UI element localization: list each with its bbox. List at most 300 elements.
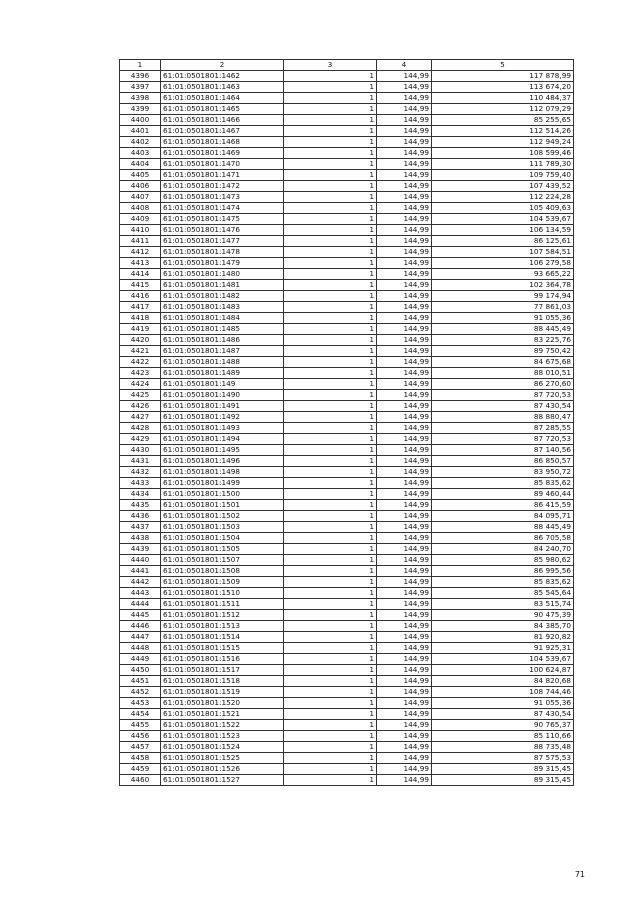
row-number-cell: 4448 <box>120 643 161 654</box>
table-row <box>120 687 574 698</box>
area-cell: 144,99 <box>377 346 432 357</box>
row-number-cell: 4407 <box>120 192 161 203</box>
value-cell: 113 674,20 <box>432 82 574 93</box>
count-cell: 1 <box>284 698 377 709</box>
count-cell: 1 <box>284 467 377 478</box>
table-row <box>120 566 574 577</box>
row-number-cell: 4455 <box>120 720 161 731</box>
cadastral-number-cell: 61:01:0501801:1476 <box>161 225 284 236</box>
area-cell: 144,99 <box>377 302 432 313</box>
value-cell: 105 409,63 <box>432 203 574 214</box>
table-row <box>120 698 574 709</box>
count-cell: 1 <box>284 115 377 126</box>
cadastral-number-cell: 61:01:0501801:1523 <box>161 731 284 742</box>
row-number-cell: 4419 <box>120 324 161 335</box>
cadastral-number-cell: 61:01:0501801:1493 <box>161 423 284 434</box>
area-cell: 144,99 <box>377 236 432 247</box>
table-row <box>120 258 574 269</box>
area-cell: 144,99 <box>377 379 432 390</box>
cadastral-number-cell: 61:01:0501801:1474 <box>161 203 284 214</box>
table-row <box>120 247 574 258</box>
row-number-cell: 4411 <box>120 236 161 247</box>
table-row <box>120 555 574 566</box>
area-cell: 144,99 <box>377 423 432 434</box>
value-cell: 108 744,46 <box>432 687 574 698</box>
area-cell: 144,99 <box>377 522 432 533</box>
cadastral-number-cell: 61:01:0501801:1518 <box>161 676 284 687</box>
row-number-cell: 4433 <box>120 478 161 489</box>
area-cell: 144,99 <box>377 280 432 291</box>
value-cell: 87 575,53 <box>432 753 574 764</box>
cadastral-number-cell: 61:01:0501801:1484 <box>161 313 284 324</box>
count-cell: 1 <box>284 258 377 269</box>
row-number-cell: 4429 <box>120 434 161 445</box>
count-cell: 1 <box>284 478 377 489</box>
row-number-cell: 4451 <box>120 676 161 687</box>
value-cell: 86 850,57 <box>432 456 574 467</box>
table-row <box>120 126 574 137</box>
area-cell: 144,99 <box>377 676 432 687</box>
count-cell: 1 <box>284 522 377 533</box>
count-cell: 1 <box>284 302 377 313</box>
count-cell: 1 <box>284 555 377 566</box>
table-row <box>120 489 574 500</box>
value-cell: 85 835,62 <box>432 478 574 489</box>
area-cell: 144,99 <box>377 104 432 115</box>
count-cell: 1 <box>284 599 377 610</box>
count-cell: 1 <box>284 324 377 335</box>
table-row <box>120 632 574 643</box>
value-cell: 88 735,48 <box>432 742 574 753</box>
count-cell: 1 <box>284 434 377 445</box>
cadastral-number-cell: 61:01:0501801:1494 <box>161 434 284 445</box>
area-cell: 144,99 <box>377 654 432 665</box>
value-cell: 90 765,37 <box>432 720 574 731</box>
area-cell: 144,99 <box>377 577 432 588</box>
area-cell: 144,99 <box>377 93 432 104</box>
column-header-2: 2 <box>161 60 284 71</box>
count-cell: 1 <box>284 104 377 115</box>
value-cell: 99 174,94 <box>432 291 574 302</box>
cadastral-number-cell: 61:01:0501801:1467 <box>161 126 284 137</box>
value-cell: 86 415,59 <box>432 500 574 511</box>
value-cell: 85 545,64 <box>432 588 574 599</box>
table-row <box>120 753 574 764</box>
area-cell: 144,99 <box>377 247 432 258</box>
value-cell: 86 995,56 <box>432 566 574 577</box>
table-row <box>120 280 574 291</box>
row-number-cell: 4425 <box>120 390 161 401</box>
count-cell: 1 <box>284 687 377 698</box>
row-number-cell: 4418 <box>120 313 161 324</box>
value-cell: 117 878,99 <box>432 71 574 82</box>
value-cell: 87 140,56 <box>432 445 574 456</box>
row-number-cell: 4443 <box>120 588 161 599</box>
area-cell: 144,99 <box>377 456 432 467</box>
count-cell: 1 <box>284 566 377 577</box>
cadastral-number-cell: 61:01:0501801:1489 <box>161 368 284 379</box>
cadastral-number-cell: 61:01:0501801:1526 <box>161 764 284 775</box>
row-number-cell: 4403 <box>120 148 161 159</box>
cadastral-number-cell: 61:01:0501801:1488 <box>161 357 284 368</box>
count-cell: 1 <box>284 93 377 104</box>
value-cell: 87 720,53 <box>432 390 574 401</box>
cadastral-number-cell: 61:01:0501801:1500 <box>161 489 284 500</box>
value-cell: 84 675,68 <box>432 357 574 368</box>
table-row <box>120 214 574 225</box>
row-number-cell: 4458 <box>120 753 161 764</box>
count-cell: 1 <box>284 247 377 258</box>
value-cell: 112 514,26 <box>432 126 574 137</box>
value-cell: 90 475,39 <box>432 610 574 621</box>
value-cell: 110 484,37 <box>432 93 574 104</box>
count-cell: 1 <box>284 753 377 764</box>
area-cell: 144,99 <box>377 588 432 599</box>
row-number-cell: 4398 <box>120 93 161 104</box>
count-cell: 1 <box>284 665 377 676</box>
cadastral-number-cell: 61:01:0501801:1470 <box>161 159 284 170</box>
table-row <box>120 709 574 720</box>
area-cell: 144,99 <box>377 82 432 93</box>
count-cell: 1 <box>284 181 377 192</box>
area-cell: 144,99 <box>377 753 432 764</box>
row-number-cell: 4440 <box>120 555 161 566</box>
table-row <box>120 456 574 467</box>
count-cell: 1 <box>284 225 377 236</box>
count-cell: 1 <box>284 170 377 181</box>
value-cell: 104 539,67 <box>432 654 574 665</box>
table-row <box>120 621 574 632</box>
count-cell: 1 <box>284 588 377 599</box>
table-row <box>120 643 574 654</box>
value-cell: 88 010,51 <box>432 368 574 379</box>
table-row <box>120 159 574 170</box>
count-cell: 1 <box>284 280 377 291</box>
table-row <box>120 137 574 148</box>
cadastral-number-cell: 61:01:0501801:1504 <box>161 533 284 544</box>
value-cell: 85 110,66 <box>432 731 574 742</box>
table-row <box>120 324 574 335</box>
value-cell: 83 225,76 <box>432 335 574 346</box>
area-cell: 144,99 <box>377 731 432 742</box>
cadastral-number-cell: 61:01:0501801:1514 <box>161 632 284 643</box>
row-number-cell: 4408 <box>120 203 161 214</box>
table-row <box>120 379 574 390</box>
cadastral-number-cell: 61:01:0501801:1475 <box>161 214 284 225</box>
area-cell: 144,99 <box>377 412 432 423</box>
count-cell: 1 <box>284 368 377 379</box>
row-number-cell: 4454 <box>120 709 161 720</box>
area-cell: 144,99 <box>377 115 432 126</box>
value-cell: 93 665,22 <box>432 269 574 280</box>
cadastral-number-cell: 61:01:0501801:1499 <box>161 478 284 489</box>
value-cell: 104 539,67 <box>432 214 574 225</box>
column-header-4: 4 <box>377 60 432 71</box>
count-cell: 1 <box>284 357 377 368</box>
area-cell: 144,99 <box>377 500 432 511</box>
value-cell: 81 920,82 <box>432 632 574 643</box>
table-row <box>120 346 574 357</box>
table-row <box>120 203 574 214</box>
table-row <box>120 93 574 104</box>
row-number-cell: 4435 <box>120 500 161 511</box>
row-number-cell: 4427 <box>120 412 161 423</box>
table-row <box>120 313 574 324</box>
row-number-cell: 4417 <box>120 302 161 313</box>
count-cell: 1 <box>284 445 377 456</box>
row-number-cell: 4442 <box>120 577 161 588</box>
row-number-cell: 4415 <box>120 280 161 291</box>
area-cell: 144,99 <box>377 126 432 137</box>
value-cell: 89 315,45 <box>432 764 574 775</box>
count-cell: 1 <box>284 335 377 346</box>
count-cell: 1 <box>284 632 377 643</box>
cadastral-number-cell: 61:01:0501801:1477 <box>161 236 284 247</box>
row-number-cell: 4459 <box>120 764 161 775</box>
count-cell: 1 <box>284 544 377 555</box>
area-cell: 144,99 <box>377 390 432 401</box>
area-cell: 144,99 <box>377 566 432 577</box>
table-row <box>120 412 574 423</box>
table-row <box>120 610 574 621</box>
cadastral-number-cell: 61:01:0501801:1487 <box>161 346 284 357</box>
count-cell: 1 <box>284 192 377 203</box>
table-row <box>120 665 574 676</box>
row-number-cell: 4405 <box>120 170 161 181</box>
area-cell: 144,99 <box>377 764 432 775</box>
row-number-cell: 4409 <box>120 214 161 225</box>
area-cell: 144,99 <box>377 610 432 621</box>
area-cell: 144,99 <box>377 368 432 379</box>
cadastral-number-cell: 61:01:0501801:1464 <box>161 93 284 104</box>
area-cell: 144,99 <box>377 698 432 709</box>
row-number-cell: 4445 <box>120 610 161 621</box>
row-number-cell: 4434 <box>120 489 161 500</box>
value-cell: 87 430,54 <box>432 401 574 412</box>
area-cell: 144,99 <box>377 357 432 368</box>
count-cell: 1 <box>284 269 377 280</box>
value-cell: 86 705,58 <box>432 533 574 544</box>
value-cell: 84 385,70 <box>432 621 574 632</box>
area-cell: 144,99 <box>377 775 432 786</box>
table-row <box>120 82 574 93</box>
column-header-1: 1 <box>120 60 161 71</box>
count-cell: 1 <box>284 214 377 225</box>
count-cell: 1 <box>284 643 377 654</box>
cadastral-number-cell: 61:01:0501801:1510 <box>161 588 284 599</box>
row-number-cell: 4397 <box>120 82 161 93</box>
area-cell: 144,99 <box>377 533 432 544</box>
row-number-cell: 4460 <box>120 775 161 786</box>
table-row <box>120 181 574 192</box>
table-row <box>120 71 574 82</box>
area-cell: 144,99 <box>377 709 432 720</box>
area-cell: 144,99 <box>377 599 432 610</box>
area-cell: 144,99 <box>377 258 432 269</box>
table-row <box>120 357 574 368</box>
cadastral-number-cell: 61:01:0501801:1491 <box>161 401 284 412</box>
area-cell: 144,99 <box>377 665 432 676</box>
cadastral-number-cell: 61:01:0501801:1478 <box>161 247 284 258</box>
value-cell: 89 750,42 <box>432 346 574 357</box>
row-number-cell: 4450 <box>120 665 161 676</box>
cadastral-value-table <box>119 59 574 786</box>
count-cell: 1 <box>284 764 377 775</box>
area-cell: 144,99 <box>377 742 432 753</box>
cadastral-number-cell: 61:01:0501801:1498 <box>161 467 284 478</box>
table-row <box>120 588 574 599</box>
table-row <box>120 720 574 731</box>
row-number-cell: 4456 <box>120 731 161 742</box>
table-row <box>120 445 574 456</box>
count-cell: 1 <box>284 621 377 632</box>
table-row <box>120 269 574 280</box>
row-number-cell: 4457 <box>120 742 161 753</box>
value-cell: 91 055,36 <box>432 698 574 709</box>
table-row <box>120 423 574 434</box>
row-number-cell: 4420 <box>120 335 161 346</box>
cadastral-number-cell: 61:01:0501801:1524 <box>161 742 284 753</box>
cadastral-number-cell: 61:01:0501801:1496 <box>161 456 284 467</box>
row-number-cell: 4423 <box>120 368 161 379</box>
row-number-cell: 4400 <box>120 115 161 126</box>
table-header-row <box>120 60 574 71</box>
count-cell: 1 <box>284 71 377 82</box>
value-cell: 111 789,30 <box>432 159 574 170</box>
row-number-cell: 4436 <box>120 511 161 522</box>
area-cell: 144,99 <box>377 467 432 478</box>
value-cell: 86 270,60 <box>432 379 574 390</box>
table-row <box>120 401 574 412</box>
cadastral-number-cell: 61:01:0501801:1515 <box>161 643 284 654</box>
row-number-cell: 4453 <box>120 698 161 709</box>
count-cell: 1 <box>284 720 377 731</box>
value-cell: 112 224,28 <box>432 192 574 203</box>
row-number-cell: 4437 <box>120 522 161 533</box>
area-cell: 144,99 <box>377 643 432 654</box>
area-cell: 144,99 <box>377 335 432 346</box>
count-cell: 1 <box>284 236 377 247</box>
cadastral-number-cell: 61:01:0501801:1512 <box>161 610 284 621</box>
area-cell: 144,99 <box>377 137 432 148</box>
table-row <box>120 434 574 445</box>
area-cell: 144,99 <box>377 159 432 170</box>
table-row <box>120 764 574 775</box>
table-row <box>120 148 574 159</box>
value-cell: 107 584,51 <box>432 247 574 258</box>
count-cell: 1 <box>284 511 377 522</box>
cadastral-number-cell: 61:01:0501801:1508 <box>161 566 284 577</box>
table-row <box>120 170 574 181</box>
table-row <box>120 225 574 236</box>
table-row <box>120 775 574 786</box>
cadastral-number-cell: 61:01:0501801:1468 <box>161 137 284 148</box>
count-cell: 1 <box>284 412 377 423</box>
area-cell: 144,99 <box>377 214 432 225</box>
table-body <box>120 71 574 786</box>
value-cell: 89 460,44 <box>432 489 574 500</box>
table-row <box>120 236 574 247</box>
cadastral-number-cell: 61:01:0501801:1462 <box>161 71 284 82</box>
cadastral-number-cell: 61:01:0501801:1495 <box>161 445 284 456</box>
row-number-cell: 4426 <box>120 401 161 412</box>
table-row <box>120 544 574 555</box>
count-cell: 1 <box>284 379 377 390</box>
count-cell: 1 <box>284 731 377 742</box>
count-cell: 1 <box>284 676 377 687</box>
table-row <box>120 467 574 478</box>
value-cell: 83 515,74 <box>432 599 574 610</box>
cadastral-number-cell: 61:01:0501801:1501 <box>161 500 284 511</box>
table-row <box>120 731 574 742</box>
row-number-cell: 4402 <box>120 137 161 148</box>
row-number-cell: 4412 <box>120 247 161 258</box>
cadastral-number-cell: 61:01:0501801:1517 <box>161 665 284 676</box>
area-cell: 144,99 <box>377 489 432 500</box>
value-cell: 85 255,65 <box>432 115 574 126</box>
table-row <box>120 654 574 665</box>
table-row <box>120 533 574 544</box>
count-cell: 1 <box>284 456 377 467</box>
value-cell: 100 624,87 <box>432 665 574 676</box>
cadastral-number-cell: 61:01:0501801:1481 <box>161 280 284 291</box>
area-cell: 144,99 <box>377 544 432 555</box>
cadastral-number-cell: 61:01:0501801:1465 <box>161 104 284 115</box>
row-number-cell: 4424 <box>120 379 161 390</box>
row-number-cell: 4399 <box>120 104 161 115</box>
row-number-cell: 4430 <box>120 445 161 456</box>
row-number-cell: 4439 <box>120 544 161 555</box>
row-number-cell: 4438 <box>120 533 161 544</box>
area-cell: 144,99 <box>377 555 432 566</box>
value-cell: 107 439,52 <box>432 181 574 192</box>
area-cell: 144,99 <box>377 181 432 192</box>
row-number-cell: 4410 <box>120 225 161 236</box>
value-cell: 88 445,49 <box>432 324 574 335</box>
value-cell: 87 430,54 <box>432 709 574 720</box>
row-number-cell: 4431 <box>120 456 161 467</box>
count-cell: 1 <box>284 423 377 434</box>
area-cell: 144,99 <box>377 434 432 445</box>
value-cell: 86 125,61 <box>432 236 574 247</box>
cadastral-number-cell: 61:01:0501801:1519 <box>161 687 284 698</box>
row-number-cell: 4452 <box>120 687 161 698</box>
row-number-cell: 4446 <box>120 621 161 632</box>
value-cell: 87 720,53 <box>432 434 574 445</box>
count-cell: 1 <box>284 489 377 500</box>
cadastral-number-cell: 61:01:0501801:1503 <box>161 522 284 533</box>
value-cell: 109 759,40 <box>432 170 574 181</box>
area-cell: 144,99 <box>377 269 432 280</box>
area-cell: 144,99 <box>377 511 432 522</box>
table-row <box>120 291 574 302</box>
page-number: 71 <box>574 870 585 879</box>
value-cell: 89 315,45 <box>432 775 574 786</box>
value-cell: 77 861,03 <box>432 302 574 313</box>
count-cell: 1 <box>284 654 377 665</box>
value-cell: 88 880,47 <box>432 412 574 423</box>
area-cell: 144,99 <box>377 687 432 698</box>
table-row <box>120 302 574 313</box>
value-cell: 108 599,46 <box>432 148 574 159</box>
cadastral-number-cell: 61:01:0501801:1507 <box>161 555 284 566</box>
cadastral-number-cell: 61:01:0501801:1480 <box>161 269 284 280</box>
row-number-cell: 4422 <box>120 357 161 368</box>
row-number-cell: 4441 <box>120 566 161 577</box>
cadastral-number-cell: 61:01:0501801:1521 <box>161 709 284 720</box>
count-cell: 1 <box>284 313 377 324</box>
cadastral-number-cell: 61:01:0501801:1469 <box>161 148 284 159</box>
